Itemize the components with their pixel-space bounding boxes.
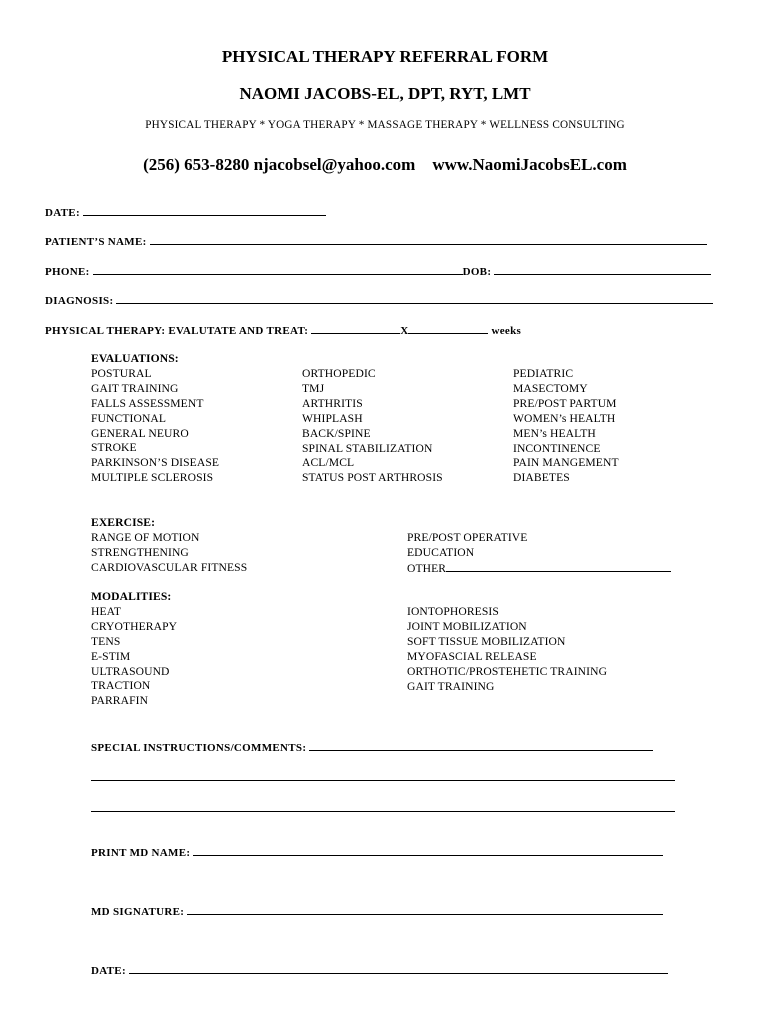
modality-item: MYOFASCIAL RELEASE — [407, 649, 537, 663]
footer-date-line[interactable] — [129, 963, 668, 974]
md-signature-line[interactable] — [187, 904, 663, 915]
md-signature-label: MD SIGNATURE: — [91, 906, 185, 918]
patient-name-field[interactable] — [45, 234, 707, 248]
diagnosis-line[interactable] — [116, 293, 713, 304]
eval-item: ORTHOPEDIC — [302, 367, 376, 380]
eval-item: ARTHRITIS — [302, 396, 363, 410]
pt-x-label: X — [400, 325, 409, 337]
eval-item: DIABETES — [513, 471, 570, 485]
date-line[interactable] — [83, 205, 326, 216]
pt-duration-line[interactable] — [408, 323, 488, 334]
date-label: DATE: — [45, 207, 80, 219]
modalities-heading: MODALITIES: — [91, 590, 172, 603]
contact-line: (256) 653-8280 njacobsel@yahoo.com www.NaomiJacobsEL.com — [143, 155, 627, 174]
exercise-col1 — [91, 516, 247, 576]
patient-name-label: PATIENT’S NAME: — [45, 236, 147, 248]
modality-item: HEAT — [91, 604, 122, 618]
eval-item: FUNCTIONAL — [91, 411, 167, 425]
other-label: OTHER — [407, 561, 447, 575]
patient-name-line[interactable] — [150, 234, 707, 245]
eval-item: SPINAL STABILIZATION — [302, 441, 433, 455]
diagnosis-field[interactable] — [45, 293, 713, 307]
evaluations-heading: EVALUATIONS: — [91, 352, 179, 365]
eval-item: STATUS POST ARTHROSIS — [302, 471, 443, 485]
modality-item: E-STIM — [91, 649, 131, 663]
footer-date-label: DATE: — [91, 965, 126, 977]
modality-item: ULTRASOUND — [91, 664, 170, 678]
exercise-other[interactable] — [407, 561, 671, 577]
eval-item: WHIPLASH — [302, 411, 363, 425]
eval-item: PARKINSON’S DISEASE — [91, 456, 220, 470]
eval-item: WOMEN’s HEALTH — [513, 411, 616, 425]
modalities-col2 — [407, 605, 607, 694]
eval-item: MEN’s HEALTH — [513, 426, 596, 440]
eval-item: TMJ — [302, 381, 325, 395]
exercise-col2 — [407, 531, 671, 577]
evaluations-col1 — [91, 352, 219, 486]
modality-item: ORTHOTIC/PROSTEHETIC TRAINING — [407, 664, 608, 678]
evaluations-col3 — [513, 367, 619, 486]
modality-item: IONTOPHORESIS — [407, 605, 499, 618]
eval-item: PEDIATRIC — [513, 367, 574, 380]
special-instructions-field[interactable] — [91, 740, 653, 754]
pt-frequency-line[interactable] — [311, 323, 400, 334]
modality-item: CRYOTHERAPY — [91, 619, 178, 633]
eval-item: GAIT TRAINING — [91, 381, 179, 395]
phone-line[interactable] — [93, 264, 463, 275]
eval-item: FALLS ASSESSMENT — [91, 396, 204, 410]
date-field[interactable] — [45, 205, 326, 219]
exercise-item: EDUCATION — [407, 545, 475, 559]
other-line[interactable] — [446, 561, 671, 572]
eval-item: PRE/POST PARTUM — [513, 396, 617, 410]
print-md-name-label: PRINT MD NAME: — [91, 847, 191, 859]
footer-date-field[interactable] — [91, 963, 668, 977]
modality-item: PARRAFIN — [91, 694, 149, 708]
services-line: PHYSICAL THERAPY * YOGA THERAPY * MASSAGE THERAPY * WELLNESS CONSULTING — [145, 119, 625, 131]
eval-item: POSTURAL — [91, 366, 152, 380]
special-instructions-label: SPECIAL INSTRUCTIONS/COMMENTS: — [91, 742, 307, 754]
md-signature-field[interactable] — [91, 904, 663, 918]
modality-item: SOFT TISSUE MOBILIZATION — [407, 634, 566, 648]
evaluations-col2 — [302, 367, 443, 486]
eval-item: MASECTOMY — [513, 381, 588, 395]
exercise-item: RANGE OF MOTION — [91, 530, 200, 544]
phone-label: PHONE: — [45, 266, 90, 278]
dob-line[interactable] — [494, 264, 711, 275]
exercise-item: CARDIOVASCULAR FITNESS — [91, 560, 248, 574]
exercise-item: STRENGTHENING — [91, 545, 189, 559]
diagnosis-label: DIAGNOSIS: — [45, 295, 114, 307]
eval-item: ACL/MCL — [302, 456, 355, 470]
comments-line-1[interactable] — [91, 770, 675, 781]
modality-item: JOINT MOBILIZATION — [407, 619, 527, 633]
eval-item: GENERAL NEURO — [91, 426, 189, 440]
eval-item: BACK/SPINE — [302, 426, 371, 440]
pt-evaluate-label: PHYSICAL THERAPY: EVALUTATE AND TREAT: — [45, 325, 309, 337]
print-md-name-field[interactable] — [91, 845, 663, 859]
modality-item: GAIT TRAINING — [407, 679, 495, 693]
print-md-name-line[interactable] — [193, 845, 663, 856]
exercise-heading: EXERCISE: — [91, 516, 156, 529]
form-title: PHYSICAL THERAPY REFERRAL FORM — [221, 47, 549, 66]
eval-item: STROKE — [91, 441, 137, 455]
eval-item: INCONTINENCE — [513, 441, 601, 455]
comments-line-2[interactable] — [91, 801, 675, 812]
pt-evaluate-field[interactable] — [45, 323, 521, 337]
modality-item: TENS — [91, 634, 121, 648]
modalities-col1 — [91, 590, 177, 709]
special-instructions-line[interactable] — [309, 740, 653, 751]
phone-dob-field[interactable] — [45, 264, 711, 278]
exercise-item: PRE/POST OPERATIVE — [407, 531, 528, 544]
eval-item: MULTIPLE SCLEROSIS — [91, 471, 214, 485]
pt-weeks-label: weeks — [491, 325, 522, 337]
eval-item: PAIN MANGEMENT — [513, 456, 619, 470]
dob-label: DOB: — [462, 266, 492, 278]
modality-item: TRACTION — [91, 679, 151, 693]
provider-name: NAOMI JACOBS-EL, DPT, RYT, LMT — [239, 84, 531, 103]
